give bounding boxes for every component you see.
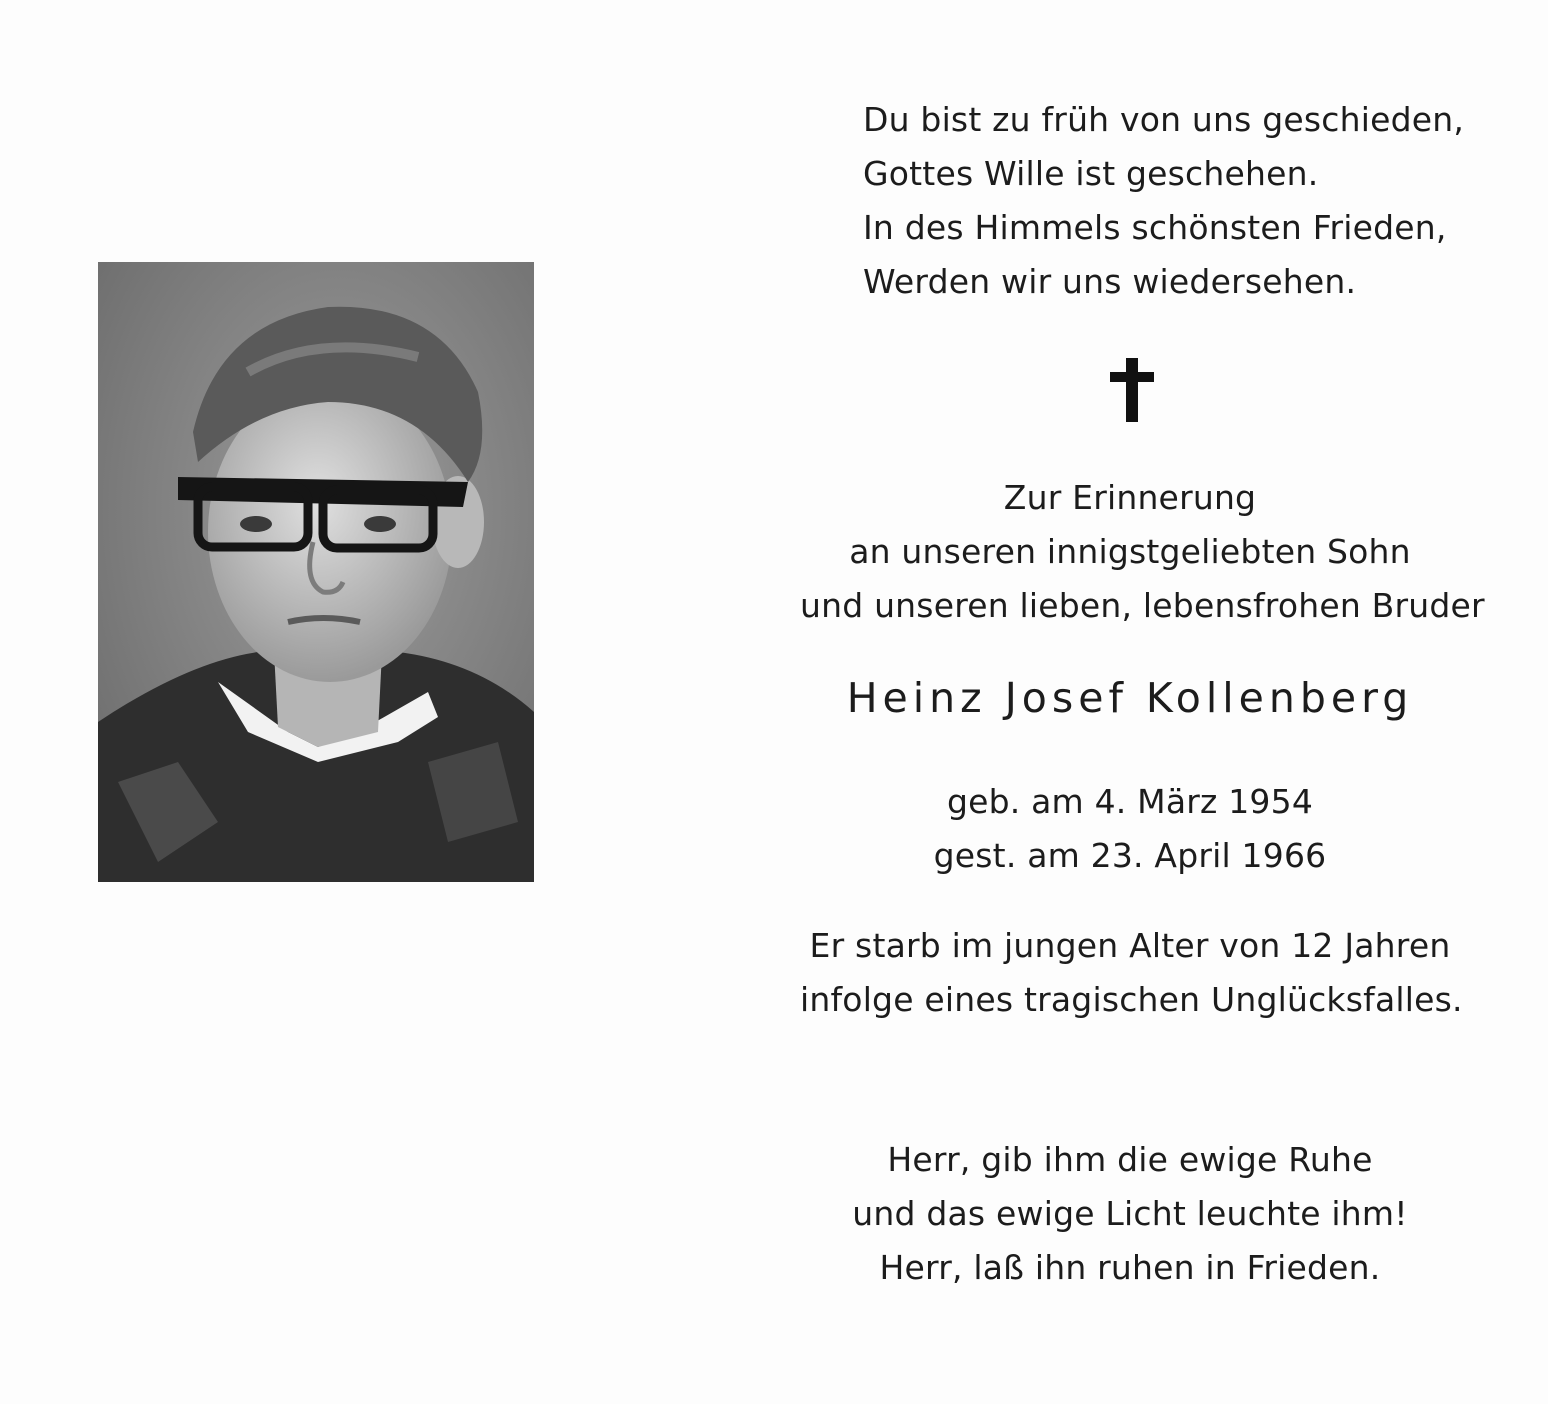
cause-line: infolge eines tragischen Unglücksfalles. — [800, 980, 1463, 1019]
death-date: gest. am 23. April 1966 — [933, 836, 1327, 875]
deceased-name: Heinz Josef Kollenberg — [846, 674, 1414, 722]
prayer-line: Herr, gib ihm die ewige Ruhe — [887, 1140, 1373, 1179]
memorial-line: und unseren lieben, lebensfrohen Bruder — [800, 586, 1485, 625]
cause-line: Er starb im jungen Alter von 12 Jahren — [809, 926, 1451, 965]
poem-line: Gottes Wille ist geschehen. — [863, 154, 1319, 193]
memorial-line: an unseren innigstgeliebten Sohn — [849, 532, 1411, 571]
portrait-photo — [98, 262, 534, 882]
memorial-line: Zur Erinnerung — [1003, 478, 1257, 517]
poem-line: Du bist zu früh von uns geschieden, — [863, 100, 1465, 139]
portrait-illustration — [98, 262, 534, 882]
prayer-line: und das ewige Licht leuchte ihm! — [852, 1194, 1408, 1233]
birth-date: geb. am 4. März 1954 — [946, 782, 1314, 821]
cross-icon — [1108, 358, 1156, 422]
prayer-line: Herr, laß ihn ruhen in Frieden. — [879, 1248, 1381, 1287]
poem-line: In des Himmels schönsten Frieden, — [863, 208, 1447, 247]
poem-line: Werden wir uns wiedersehen. — [863, 262, 1357, 301]
